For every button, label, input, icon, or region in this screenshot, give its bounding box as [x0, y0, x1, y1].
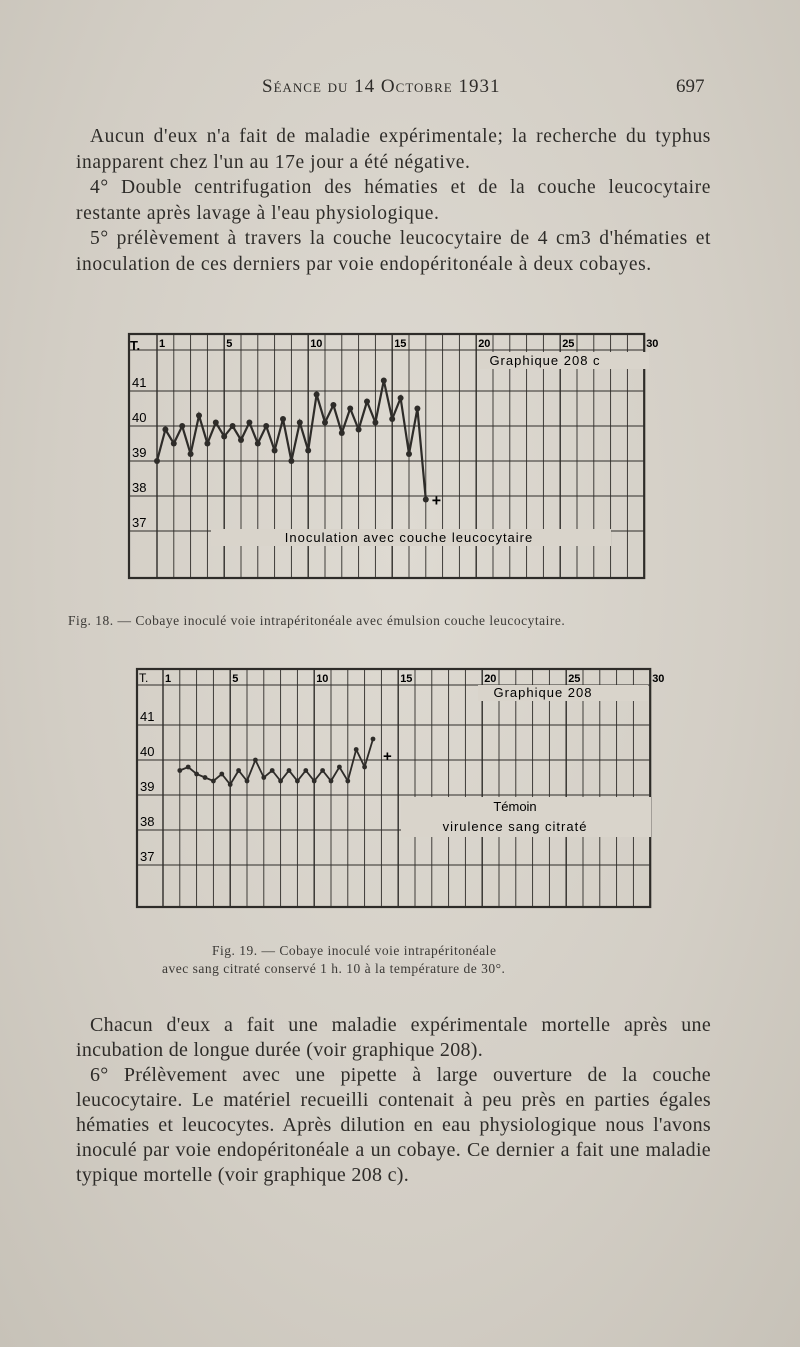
x-tick-label: 25 [562, 338, 575, 350]
y-tick-label: 37 [132, 515, 147, 530]
data-point [364, 399, 370, 405]
data-point [154, 458, 160, 464]
figure-18-chart [125, 330, 659, 582]
x-tick-label: 10 [310, 338, 323, 350]
data-point [339, 430, 345, 436]
annotation-line-2: virulence sang citraté [442, 819, 588, 834]
y-tick-label: 40 [132, 410, 147, 425]
x-tick-label: 30 [652, 673, 665, 685]
page-number: 697 [676, 76, 705, 97]
data-point [179, 423, 185, 429]
data-point [238, 437, 244, 443]
data-point [347, 406, 353, 412]
annotation-line-1: Témoin [493, 799, 537, 814]
y-tick-label: 41 [132, 375, 147, 390]
y-tick-label: 39 [140, 779, 155, 794]
x-tick-label: 15 [394, 338, 407, 350]
x-tick-label: 15 [400, 673, 413, 685]
data-point [246, 420, 252, 426]
data-point [228, 782, 233, 787]
data-point [297, 420, 303, 426]
data-point [329, 779, 334, 784]
data-point [305, 448, 311, 454]
x-tick-label: 20 [484, 673, 497, 685]
chart-annotation: Inoculation avec couche leucocytaire [284, 530, 534, 545]
data-point [381, 378, 387, 384]
data-point [263, 423, 269, 429]
data-point [188, 451, 194, 457]
data-point [288, 458, 294, 464]
x-tick-label: 1 [165, 673, 172, 685]
body-text [76, 1013, 711, 1188]
data-point [330, 402, 336, 408]
x-tick-label: 10 [316, 673, 329, 685]
chart-title: Graphique 208 c [489, 353, 601, 368]
data-point [295, 779, 300, 784]
paragraph-4: Chacun d'eux a fait une maladie expérimentale mortelle après une incubation de longue durée (voir graphique 208). [76, 1014, 711, 1061]
data-point [320, 768, 325, 773]
chart-frame [137, 669, 650, 907]
data-point [253, 758, 258, 763]
y-tick-label: 38 [140, 814, 155, 829]
data-point [270, 768, 275, 773]
y-tick-label: 39 [132, 445, 147, 460]
paragraph-3: 5° prélèvement à travers la couche leucocytaire de 4 cm3 d'hématies et inoculation de ces derniers par voie endopéritonéale à deux cobayes. [76, 228, 711, 275]
data-point [261, 775, 266, 780]
y-tick-labels [132, 375, 146, 530]
running-header [0, 76, 800, 104]
paragraph-1: Aucun d'eux n'a fait de maladie expérimentale; la recherche du typhus inapparent chez l'un au 17e jour a été négative. [76, 126, 711, 173]
series-line [180, 739, 373, 785]
data-point [204, 441, 210, 447]
data-point [389, 416, 395, 422]
data-point [303, 768, 308, 773]
data-point [255, 441, 261, 447]
paragraph-2: 4° Double centrifugation des hématies et de la couche leucocytaire restante après lavage à l'eau physiologique. [76, 177, 711, 224]
data-point [230, 423, 236, 429]
x-tick-label: 5 [226, 338, 233, 350]
y-tick-label: 37 [140, 849, 155, 864]
y-tick-labels [140, 709, 154, 864]
data-point [312, 779, 317, 784]
figure-19-caption-line-2: avec sang citraté conservé 1 h. 10 à la température de 30°. [162, 961, 506, 976]
chart-grid [137, 669, 650, 907]
x-tick-label: 20 [478, 338, 491, 350]
data-point [337, 765, 342, 770]
y-tick-label: 41 [140, 709, 155, 724]
data-point [423, 497, 429, 503]
data-point [354, 747, 359, 752]
data-point [287, 768, 292, 773]
data-point [171, 441, 177, 447]
data-point [211, 779, 216, 784]
series-line-group [177, 737, 375, 787]
data-point [194, 772, 199, 777]
data-point [221, 434, 227, 440]
data-point [219, 772, 224, 777]
data-point [322, 420, 328, 426]
chart-title: Graphique 208 [493, 685, 593, 700]
figure-18-caption: Fig. 18. — Cobaye inoculé voie intrapéritonéale avec émulsion couche leucocytaire. [68, 613, 566, 628]
death-marker: + [383, 748, 392, 765]
data-point [414, 406, 420, 412]
y-tick-label: 40 [140, 744, 155, 759]
y-axis-label: T. [139, 671, 149, 685]
figure-19-chart [133, 665, 665, 913]
data-point [280, 416, 286, 422]
death-marker: + [431, 492, 442, 510]
data-point [356, 427, 362, 433]
data-point [362, 765, 367, 770]
x-tick-label: 1 [159, 338, 166, 350]
data-point [213, 420, 219, 426]
header-title: Séance du 14 Octobre 1931 [262, 76, 501, 97]
data-point [406, 451, 412, 457]
data-point [177, 768, 182, 773]
data-point [186, 765, 191, 770]
data-point [278, 779, 283, 784]
y-tick-label: 38 [132, 480, 147, 495]
data-point [372, 420, 378, 426]
figure-19-caption-line-1: Fig. 19. — Cobaye inoculé voie intrapéritonéale [212, 943, 497, 958]
data-point [272, 448, 278, 454]
x-tick-label: 5 [232, 673, 239, 685]
data-point [398, 395, 404, 401]
data-point [203, 775, 208, 780]
data-point [162, 427, 168, 433]
data-point [345, 779, 350, 784]
intro-text [76, 124, 711, 277]
data-point [236, 768, 241, 773]
data-point [371, 737, 376, 742]
x-tick-label: 25 [568, 673, 581, 685]
data-point [245, 779, 250, 784]
data-point [314, 392, 320, 398]
x-tick-label: 30 [646, 338, 659, 350]
data-point [196, 413, 202, 419]
paragraph-5: 6° Prélèvement avec une pipette à large ouverture de la couche leucocytaire. Le matériel recueilli contenait à peu près en parties égales hématies et leucocytes. Après dilution en eau physiologique nous l'avons inoculé par voie endopéritonéale a un cobaye. Ce dernier a fait une maladie typique mortelle (voir graphique 208 c). [76, 1064, 711, 1186]
y-axis-label: T. [130, 338, 141, 353]
